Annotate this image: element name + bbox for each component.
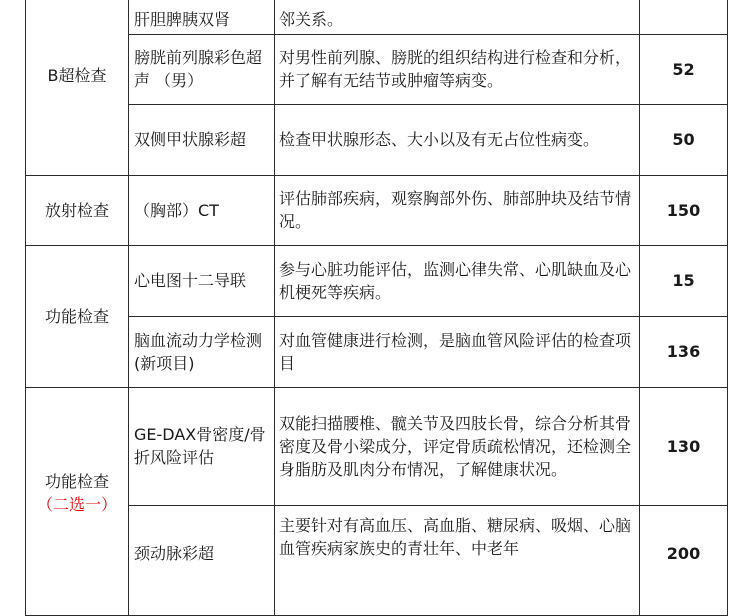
table-row	[26, 176, 728, 246]
table-row	[26, 246, 728, 317]
item-description-cell: 双能扫描腰椎、髋关节及四肢长骨，综合分析其骨密度及骨小梁成分，评定骨质疏松情况，还检测全身脂肪及肌肉分布情况，了解健康状况。	[275, 388, 640, 506]
item-description-cell: 评估肺部疾病，观察胸部外伤、肺部肿块及结节情况。	[275, 176, 640, 246]
item-price-cell: 136	[640, 317, 728, 388]
table-row	[26, 388, 728, 506]
category-label: 功能检查	[44, 306, 109, 326]
item-name-cell: （胸部）CT	[129, 176, 275, 246]
item-description-cell: 对血管健康进行检测，是脑血管风险评估的检查项目	[275, 317, 640, 388]
item-description-cell: 主要针对有高血压、高血脂、糖尿病、吸烟、心脑血管疾病家族史的青壮年、中老年	[275, 506, 640, 616]
choice-note: （二选一）	[36, 495, 117, 514]
item-description-cell: 对男性前列腺、膀胱的组织结构进行检查和分析，并了解有无结节或肿瘤等病变。	[275, 35, 640, 105]
item-price-cell: 130	[640, 388, 728, 506]
item-name-cell: 双侧甲状腺彩超	[129, 105, 275, 176]
item-price-cell: 15	[640, 246, 728, 317]
category-label: 功能检查	[44, 472, 109, 491]
item-price-cell	[640, 0, 728, 35]
table-row	[26, 35, 728, 105]
item-description-cell: 邻关系。	[275, 0, 640, 35]
item-price-cell: 200	[640, 506, 728, 616]
table-row	[26, 317, 728, 388]
item-name-cell: 颈动脉彩超	[129, 506, 275, 616]
category-cell	[26, 176, 129, 246]
item-name-cell: 膀胱前列腺彩色超声 （男）	[129, 35, 275, 105]
category-cell	[26, 0, 129, 176]
item-price-cell: 150	[640, 176, 728, 246]
item-description-cell: 检查甲状腺形态、大小以及有无占位性病变。	[275, 105, 640, 176]
item-name-cell: GE-DAX骨密度/骨折风险评估	[129, 388, 275, 506]
item-price-cell: 50	[640, 105, 728, 176]
item-description-cell: 参与心脏功能评估，监测心律失常、心肌缺血及心机梗死等疾病。	[275, 246, 640, 317]
category-cell	[26, 246, 129, 388]
item-price-cell: 52	[640, 35, 728, 105]
category-label: 放射检查	[44, 200, 109, 220]
category-label: B超检查	[47, 66, 107, 85]
item-name-cell: 脑血流动力学检测(新项目)	[129, 317, 275, 388]
table-row	[26, 506, 728, 616]
table-row	[26, 105, 728, 176]
table-row	[26, 0, 728, 35]
exam-items-table	[25, 0, 728, 616]
item-name-cell: 心电图十二导联	[129, 246, 275, 317]
item-name-cell: 肝胆脾胰双肾	[129, 0, 275, 35]
category-cell	[26, 388, 129, 616]
